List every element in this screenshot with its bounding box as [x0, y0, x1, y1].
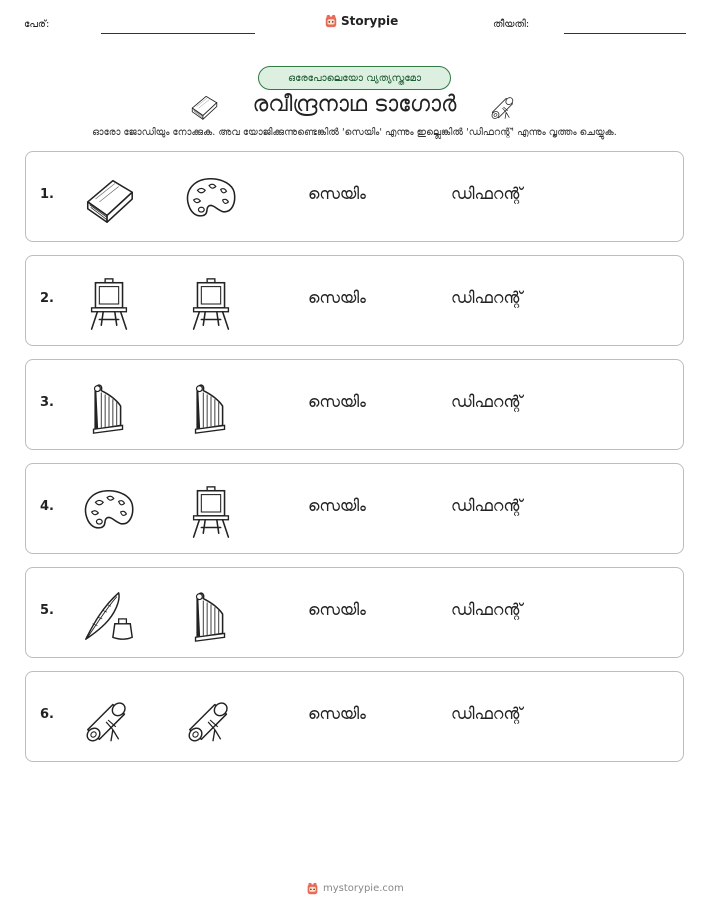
worksheet-type-badge: ഒരേപോലെയോ വ്യത്യസ്തമോ: [258, 66, 451, 90]
question-number: 1.: [40, 187, 54, 202]
mascot-icon: [306, 881, 319, 896]
option-different[interactable]: ഡിഫറന്റ്: [451, 184, 523, 203]
instructions: ഓരോ ജോഡിയും നോക്കുക. അവ യോജിക്കുന്നുണ്ടെങ്കിൽ 'സെയിം' എന്നും ഇല്ലെങ്കിൽ 'ഡിഫറന്റ്' എന്നും വൃത്തം ചെയ്യുക.: [92, 127, 617, 138]
palette-icon: [182, 172, 240, 228]
mascot-icon: [324, 13, 338, 29]
question-row: [25, 567, 684, 658]
scroll-icon: [182, 692, 240, 748]
option-different[interactable]: ഡിഫറന്റ്: [451, 600, 523, 619]
question-row: [25, 359, 684, 450]
brand-name: Storypie: [341, 14, 399, 28]
option-different[interactable]: ഡിഫറന്റ്: [451, 496, 523, 515]
easel-icon: [182, 276, 240, 332]
scroll-icon: [80, 692, 138, 748]
page-title: രവീന്ദ്രനാഥ ടാഗോർ: [252, 92, 457, 117]
question-number: 4.: [40, 499, 54, 514]
question-row: [25, 671, 684, 762]
date-line[interactable]: [564, 33, 686, 34]
footer-url: mystorypie.com: [323, 883, 404, 894]
option-same[interactable]: സെയിം: [308, 288, 366, 307]
option-same[interactable]: സെയിം: [308, 496, 366, 515]
easel-icon: [80, 276, 138, 332]
harp-icon: [182, 588, 240, 644]
option-same[interactable]: സെയിം: [308, 392, 366, 411]
book-icon: [80, 172, 138, 228]
question-number: 5.: [40, 603, 54, 618]
option-same[interactable]: സെയിം: [308, 184, 366, 203]
harp-icon: [80, 380, 138, 436]
date-label: തീയതി:: [493, 19, 530, 30]
brand-logo: [324, 13, 398, 29]
name-line[interactable]: [101, 33, 255, 34]
option-different[interactable]: ഡിഫറന്റ്: [451, 288, 523, 307]
easel-icon: [182, 484, 240, 540]
option-same[interactable]: സെയിം: [308, 600, 366, 619]
quill-ink-icon: [80, 588, 138, 644]
question-number: 2.: [40, 291, 54, 306]
scroll-icon: [488, 92, 520, 122]
question-row: [25, 151, 684, 242]
palette-icon: [80, 484, 138, 540]
name-label: പേര്:: [24, 19, 50, 30]
question-number: 6.: [40, 707, 54, 722]
question-row: [25, 255, 684, 346]
question-row: [25, 463, 684, 554]
option-different[interactable]: ഡിഫറന്റ്: [451, 392, 523, 411]
option-different[interactable]: ഡിഫറന്റ്: [451, 704, 523, 723]
harp-icon: [182, 380, 240, 436]
footer: [306, 881, 404, 896]
option-same[interactable]: സെയിം: [308, 704, 366, 723]
question-number: 3.: [40, 395, 54, 410]
